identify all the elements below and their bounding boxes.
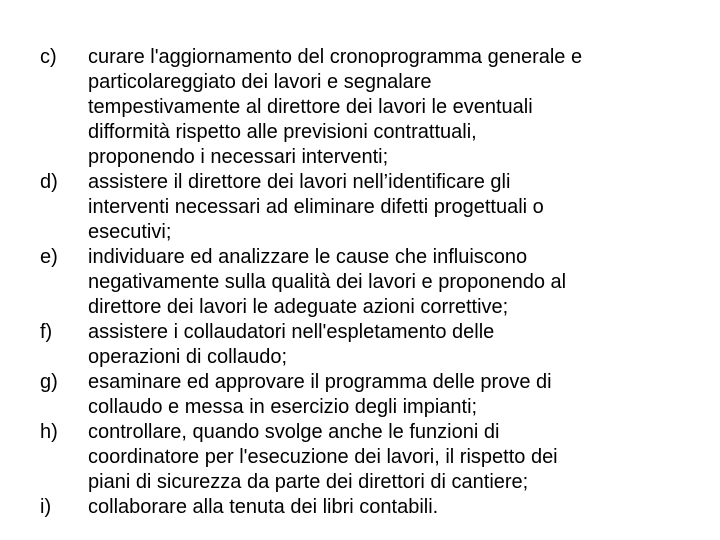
list-marker: f) (40, 321, 53, 343)
list-item-text (88, 495, 700, 520)
text-line: tempestivamente al direttore dei lavori le eventuali (88, 96, 533, 118)
list-marker: d) (40, 171, 58, 193)
list-item (40, 495, 700, 520)
list-item-text (88, 170, 700, 245)
text-line: proponendo i necessari interventi; (88, 146, 389, 168)
text-line: curare l'aggiornamento del cronoprogramma generale e (88, 46, 583, 68)
text-line: esecutivi; (88, 221, 172, 243)
text-line: interventi necessari ad eliminare difetti progettuali o (88, 196, 544, 218)
list-marker: c) (40, 46, 57, 68)
list-item (40, 370, 700, 420)
text-line: direttore dei lavori le adeguate azioni correttive; (88, 296, 509, 318)
list-item-text (88, 245, 700, 320)
list-item-text (88, 45, 700, 170)
text-line: negativamente sulla qualità dei lavori e proponendo al (88, 271, 567, 293)
text-line: coordinatore per l'esecuzione dei lavori, il rispetto dei (88, 446, 558, 468)
list-item-text (88, 370, 700, 420)
list-item-text (88, 320, 700, 370)
text-line: collaborare alla tenuta dei libri contabili. (88, 496, 439, 518)
list-marker: g) (40, 371, 58, 393)
list-item (40, 45, 700, 170)
text-line: controllare, quando svolge anche le funzioni di (88, 421, 500, 443)
text-line: piani di sicurezza da parte dei direttori di cantiere; (88, 471, 529, 493)
text-line: assistere il direttore dei lavori nell’identificare gli (88, 171, 511, 193)
list-item-text (88, 420, 700, 495)
text-line: esaminare ed approvare il programma delle prove di (88, 371, 552, 393)
text-line: difformità rispetto alle previsioni contrattuali, (88, 121, 477, 143)
text-line: particolareggiato dei lavori e segnalare (88, 71, 432, 93)
duties-list (40, 45, 700, 520)
list-item (40, 170, 700, 245)
list-marker: i) (40, 496, 52, 518)
text-line: operazioni di collaudo; (88, 346, 288, 368)
text-line: individuare ed analizzare le cause che influiscono (88, 246, 528, 268)
list-item (40, 320, 700, 370)
list-item (40, 245, 700, 320)
list-marker: e) (40, 246, 58, 268)
text-line: collaudo e messa in esercizio degli impianti; (88, 396, 478, 418)
list-item (40, 420, 700, 495)
list-marker: h) (40, 421, 58, 443)
text-line: assistere i collaudatori nell'espletamento delle (88, 321, 495, 343)
